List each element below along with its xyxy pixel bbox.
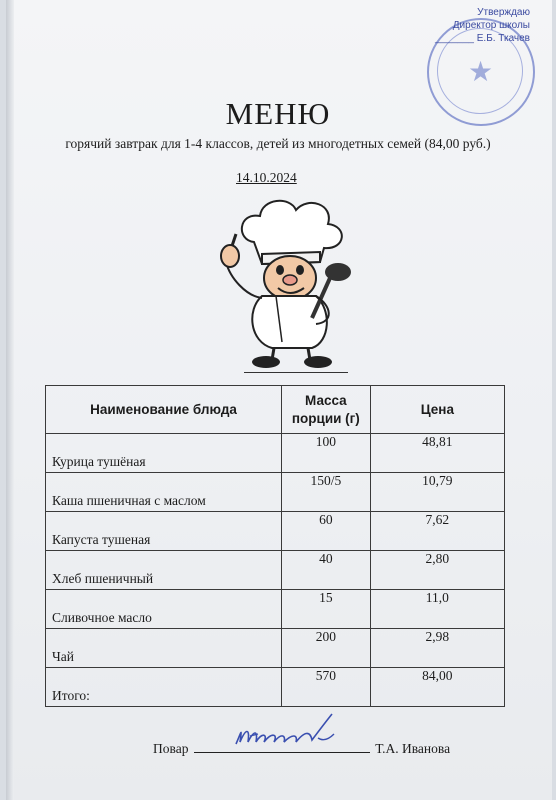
illustration-baseline bbox=[244, 372, 348, 373]
cell-price bbox=[370, 434, 504, 473]
dish-price: 2,98 bbox=[425, 629, 450, 644]
header-price: Цена bbox=[370, 386, 504, 434]
cell-mass bbox=[282, 473, 371, 512]
cook-role: Повар bbox=[153, 741, 189, 756]
cell-price bbox=[370, 512, 504, 551]
cell-mass bbox=[282, 512, 371, 551]
dish-mass: 60 bbox=[319, 512, 333, 527]
header-dish-name: Наименование блюда bbox=[46, 386, 282, 434]
cell-mass bbox=[282, 629, 371, 668]
cook-name: Т.А. Иванова bbox=[375, 741, 451, 756]
dish-price: 7,62 bbox=[425, 512, 450, 527]
menu-table bbox=[45, 385, 505, 707]
cell-dish bbox=[46, 512, 282, 551]
approval-line-1: Утверждаю bbox=[477, 7, 530, 18]
dish-mass: 100 bbox=[315, 434, 336, 449]
dish-name: Каша пшеничная с маслом bbox=[52, 493, 206, 508]
table-row bbox=[46, 590, 505, 629]
table-row bbox=[46, 551, 505, 590]
dish-mass: 200 bbox=[315, 629, 336, 644]
cell-price bbox=[370, 668, 504, 707]
cell-mass bbox=[282, 434, 371, 473]
dish-name: Сливочное масло bbox=[52, 610, 152, 625]
page-subtitle: горячий завтрак для 1-4 классов, детей из многодетных семей (84,00 руб.) bbox=[65, 136, 491, 151]
approval-block bbox=[410, 6, 530, 45]
table-row bbox=[46, 434, 505, 473]
cook-signature-line bbox=[153, 740, 450, 757]
cell-dish bbox=[46, 668, 282, 707]
dish-mass: 150/5 bbox=[310, 473, 342, 488]
cell-dish bbox=[46, 629, 282, 668]
cell-price bbox=[370, 473, 504, 512]
dish-name: Капуста тушеная bbox=[52, 532, 151, 547]
dish-name: Хлеб пшеничный bbox=[52, 571, 154, 586]
dish-name: Чай bbox=[52, 649, 74, 664]
cell-mass bbox=[282, 551, 371, 590]
chef-illustration bbox=[216, 192, 366, 372]
dish-mass: 15 bbox=[319, 590, 333, 605]
dish-price: 2,80 bbox=[425, 551, 450, 566]
cell-price bbox=[370, 551, 504, 590]
dish-name: Курица тушёная bbox=[52, 454, 146, 469]
header-portion-mass bbox=[282, 386, 371, 434]
page-title: МЕНЮ bbox=[225, 96, 331, 131]
approval-line-2: Директор школы bbox=[452, 20, 530, 31]
stamp-star-icon: ★ bbox=[468, 57, 494, 88]
cell-price bbox=[370, 590, 504, 629]
dish-price: 11,0 bbox=[425, 590, 449, 605]
cell-price bbox=[370, 629, 504, 668]
table-total-row bbox=[46, 668, 505, 707]
dish-mass: 40 bbox=[319, 551, 333, 566]
total-price: 84,00 bbox=[422, 668, 453, 683]
total-label: Итого: bbox=[52, 688, 90, 703]
cell-dish bbox=[46, 590, 282, 629]
total-mass: 570 bbox=[315, 668, 336, 683]
table-row bbox=[46, 473, 505, 512]
dish-price: 48,81 bbox=[422, 434, 453, 449]
approval-line-3: _______ Е.Б. Ткачев bbox=[435, 33, 530, 44]
dish-price: 10,79 bbox=[422, 473, 453, 488]
table-row bbox=[46, 629, 505, 668]
header-mass-line2: порции (г) bbox=[291, 410, 360, 426]
table-header-row bbox=[46, 386, 505, 434]
signature-underline bbox=[194, 740, 370, 753]
cell-mass bbox=[282, 590, 371, 629]
cell-mass bbox=[282, 668, 371, 707]
cell-dish bbox=[46, 473, 282, 512]
cell-dish bbox=[46, 551, 282, 590]
cell-dish bbox=[46, 434, 282, 473]
table-row bbox=[46, 512, 505, 551]
menu-date: 14.10.2024 bbox=[236, 170, 297, 185]
header-mass-line1: Масса bbox=[305, 392, 347, 408]
